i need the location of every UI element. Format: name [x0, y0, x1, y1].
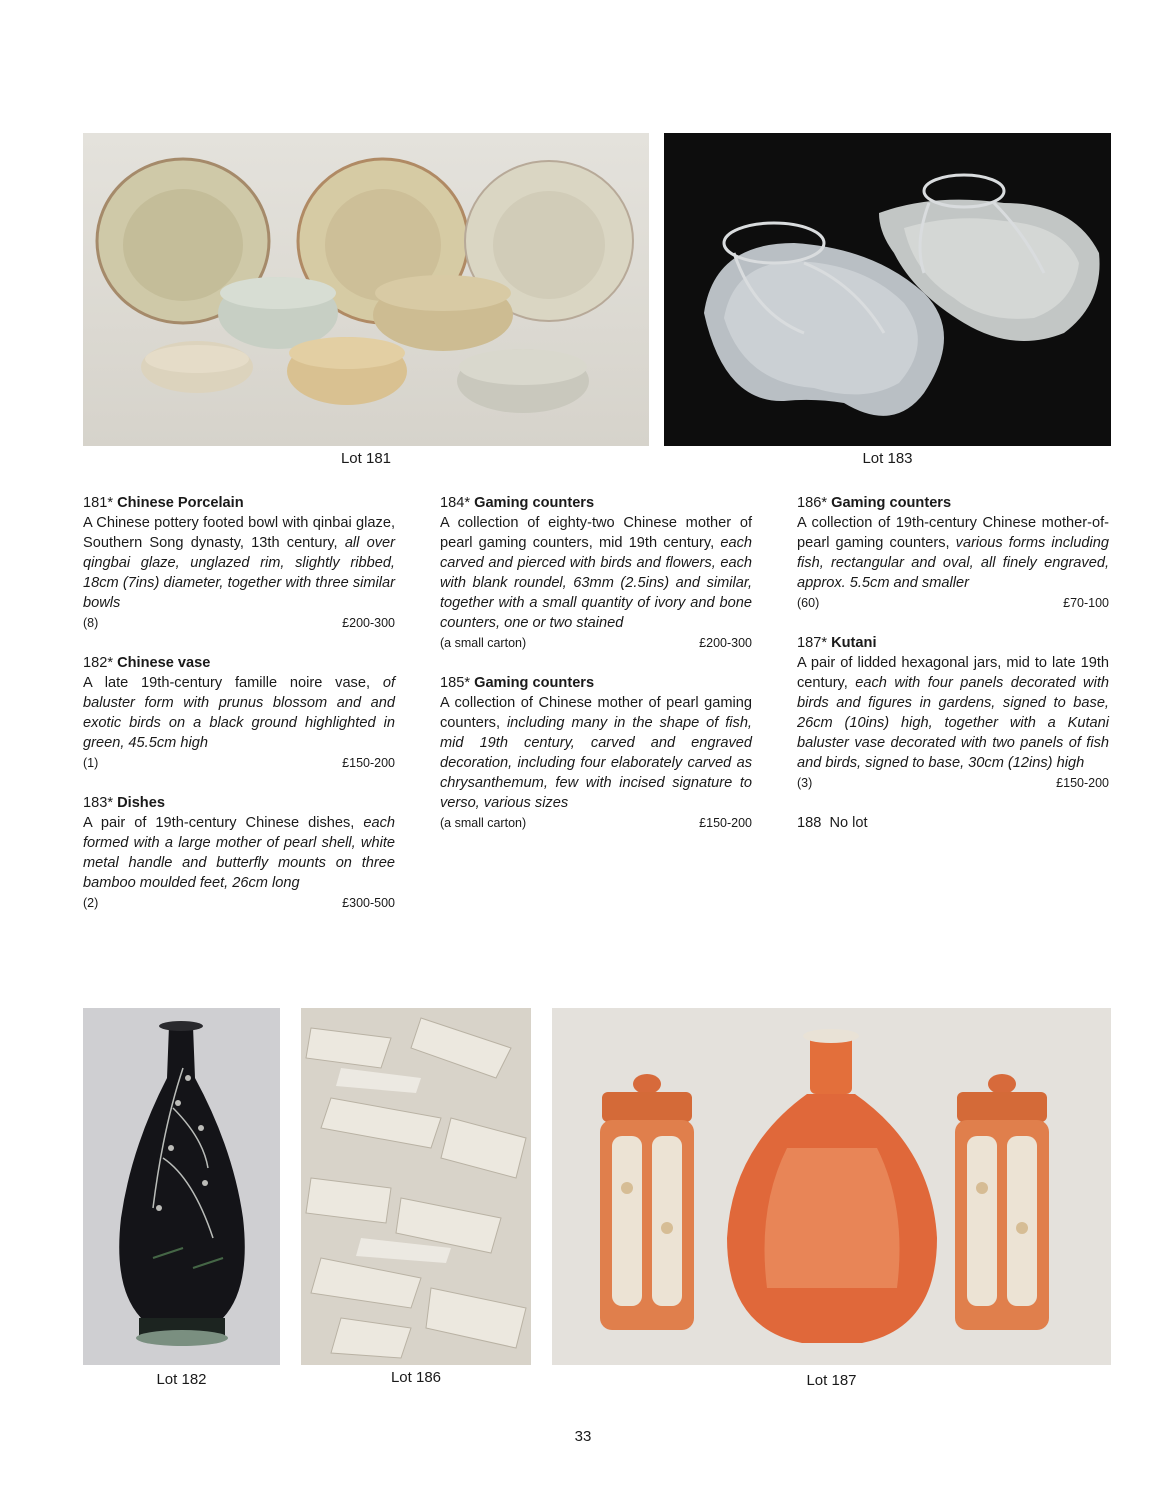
lot-quantity: (3): [797, 776, 813, 790]
photo-lot-182: [83, 1008, 280, 1365]
caption-lot-187: Lot 187: [806, 1372, 857, 1389]
lot-title: Kutani: [831, 635, 877, 651]
lot-183: [83, 793, 395, 913]
lot-title: Dishes: [117, 795, 165, 811]
caption-lot-186: Lot 186: [390, 1369, 442, 1386]
lot-quantity: (a small carton): [440, 636, 527, 650]
lot-description: A pair of lidded hexagonal jars, mid to late 19th century, each with four panels decorated with birds and figures in gardens, signed to base, 26cm (10ins) high, together with a Kutani baluster vase decorated with two panels of fish and birds, signed to base, 30cm (12ins) high: [797, 655, 1109, 771]
caption-lot-181: Lot 181: [340, 450, 392, 467]
lot-estimate: £200-300: [342, 616, 395, 630]
lot-184: [440, 493, 752, 653]
lot-description: A collection of 19th-century Chinese mother-of-pearl gaming counters, various forms including fish, rectangular and oval, all finely engraved, approx. 5.5cm and smaller: [797, 515, 1109, 591]
lot-number: 182*: [83, 655, 114, 671]
column-left: [83, 493, 395, 933]
lot-quantity: (8): [83, 616, 99, 630]
photo-lot-187: [552, 1008, 1111, 1365]
lot-title: Gaming counters: [474, 495, 595, 511]
lot-number: 186*: [797, 495, 828, 511]
photo-lot-183: [664, 133, 1111, 446]
lot-title: Gaming counters: [474, 675, 595, 691]
lot-number: 183*: [83, 795, 114, 811]
lot-estimate: £70-100: [1063, 596, 1109, 610]
lot-188-text: 188 No lot: [797, 815, 868, 831]
lot-estimate: £150-200: [342, 756, 395, 770]
photo-lot-186: [301, 1008, 531, 1365]
lot-description: A pair of 19th-century Chinese dishes, each formed with a large mother of pearl shell, white metal handle and butterfly mounts on three bamboo moulded feet, 26cm long: [83, 815, 395, 891]
photo-lot-181: [83, 133, 649, 446]
lot-quantity: (1): [83, 756, 99, 770]
lot-number: 187*: [797, 635, 828, 651]
page-number: 33: [574, 1428, 592, 1445]
lot-estimate: £150-200: [1056, 776, 1109, 790]
lot-number: 184*: [440, 495, 471, 511]
lot-title: Chinese vase: [117, 655, 211, 671]
column-right: [797, 493, 1109, 853]
lot-description: A Chinese pottery footed bowl with qinbai glaze, Southern Song dynasty, 13th century, all over qingbai glaze, unglazed rim, slightly ribbed, 18cm (7ins) diameter, together with three similar bowls: [83, 515, 396, 611]
lot-quantity: (60): [797, 596, 820, 610]
caption-lot-182: Lot 182: [156, 1371, 207, 1388]
lot-estimate: £150-200: [699, 816, 752, 830]
lot-description: A collection of Chinese mother of pearl gaming counters, including many in the shape of fish, mid 19th century, carved and engraved decoration, including four elaborately carved as chrysanthemum, few with incised signature to verso, various sizes: [440, 695, 752, 811]
lot-title: Chinese Porcelain: [117, 495, 244, 511]
lot-estimate: £300-500: [342, 896, 395, 910]
lot-185: [440, 673, 752, 833]
lot-title: Gaming counters: [831, 495, 952, 511]
lot-number: 185*: [440, 675, 471, 691]
lot-description: A collection of eighty-two Chinese mother of pearl gaming counters, mid 19th century, each carved and pierced with birds and flowers, each with blank roundel, 63mm (2.5ins) and similar, together with a small quantity of ivory and bone counters, one or two stained: [440, 515, 752, 631]
caption-lot-183: Lot 183: [862, 450, 913, 467]
lot-description: A late 19th-century famille noire vase, of baluster form with prunus blossom and and exotic birds on a black ground highlighted in green, 45.5cm high: [83, 675, 395, 751]
lot-187: [797, 633, 1109, 793]
lot-186: [797, 493, 1109, 613]
lot-estimate: £200-300: [699, 636, 752, 650]
lot-quantity: (a small carton): [440, 816, 527, 830]
lot-quantity: (2): [83, 896, 99, 910]
lot-181: [83, 493, 395, 633]
lot-number: 181*: [83, 495, 114, 511]
column-middle: [440, 493, 752, 853]
lot-182: [83, 653, 395, 773]
lot-188: [797, 813, 1109, 833]
